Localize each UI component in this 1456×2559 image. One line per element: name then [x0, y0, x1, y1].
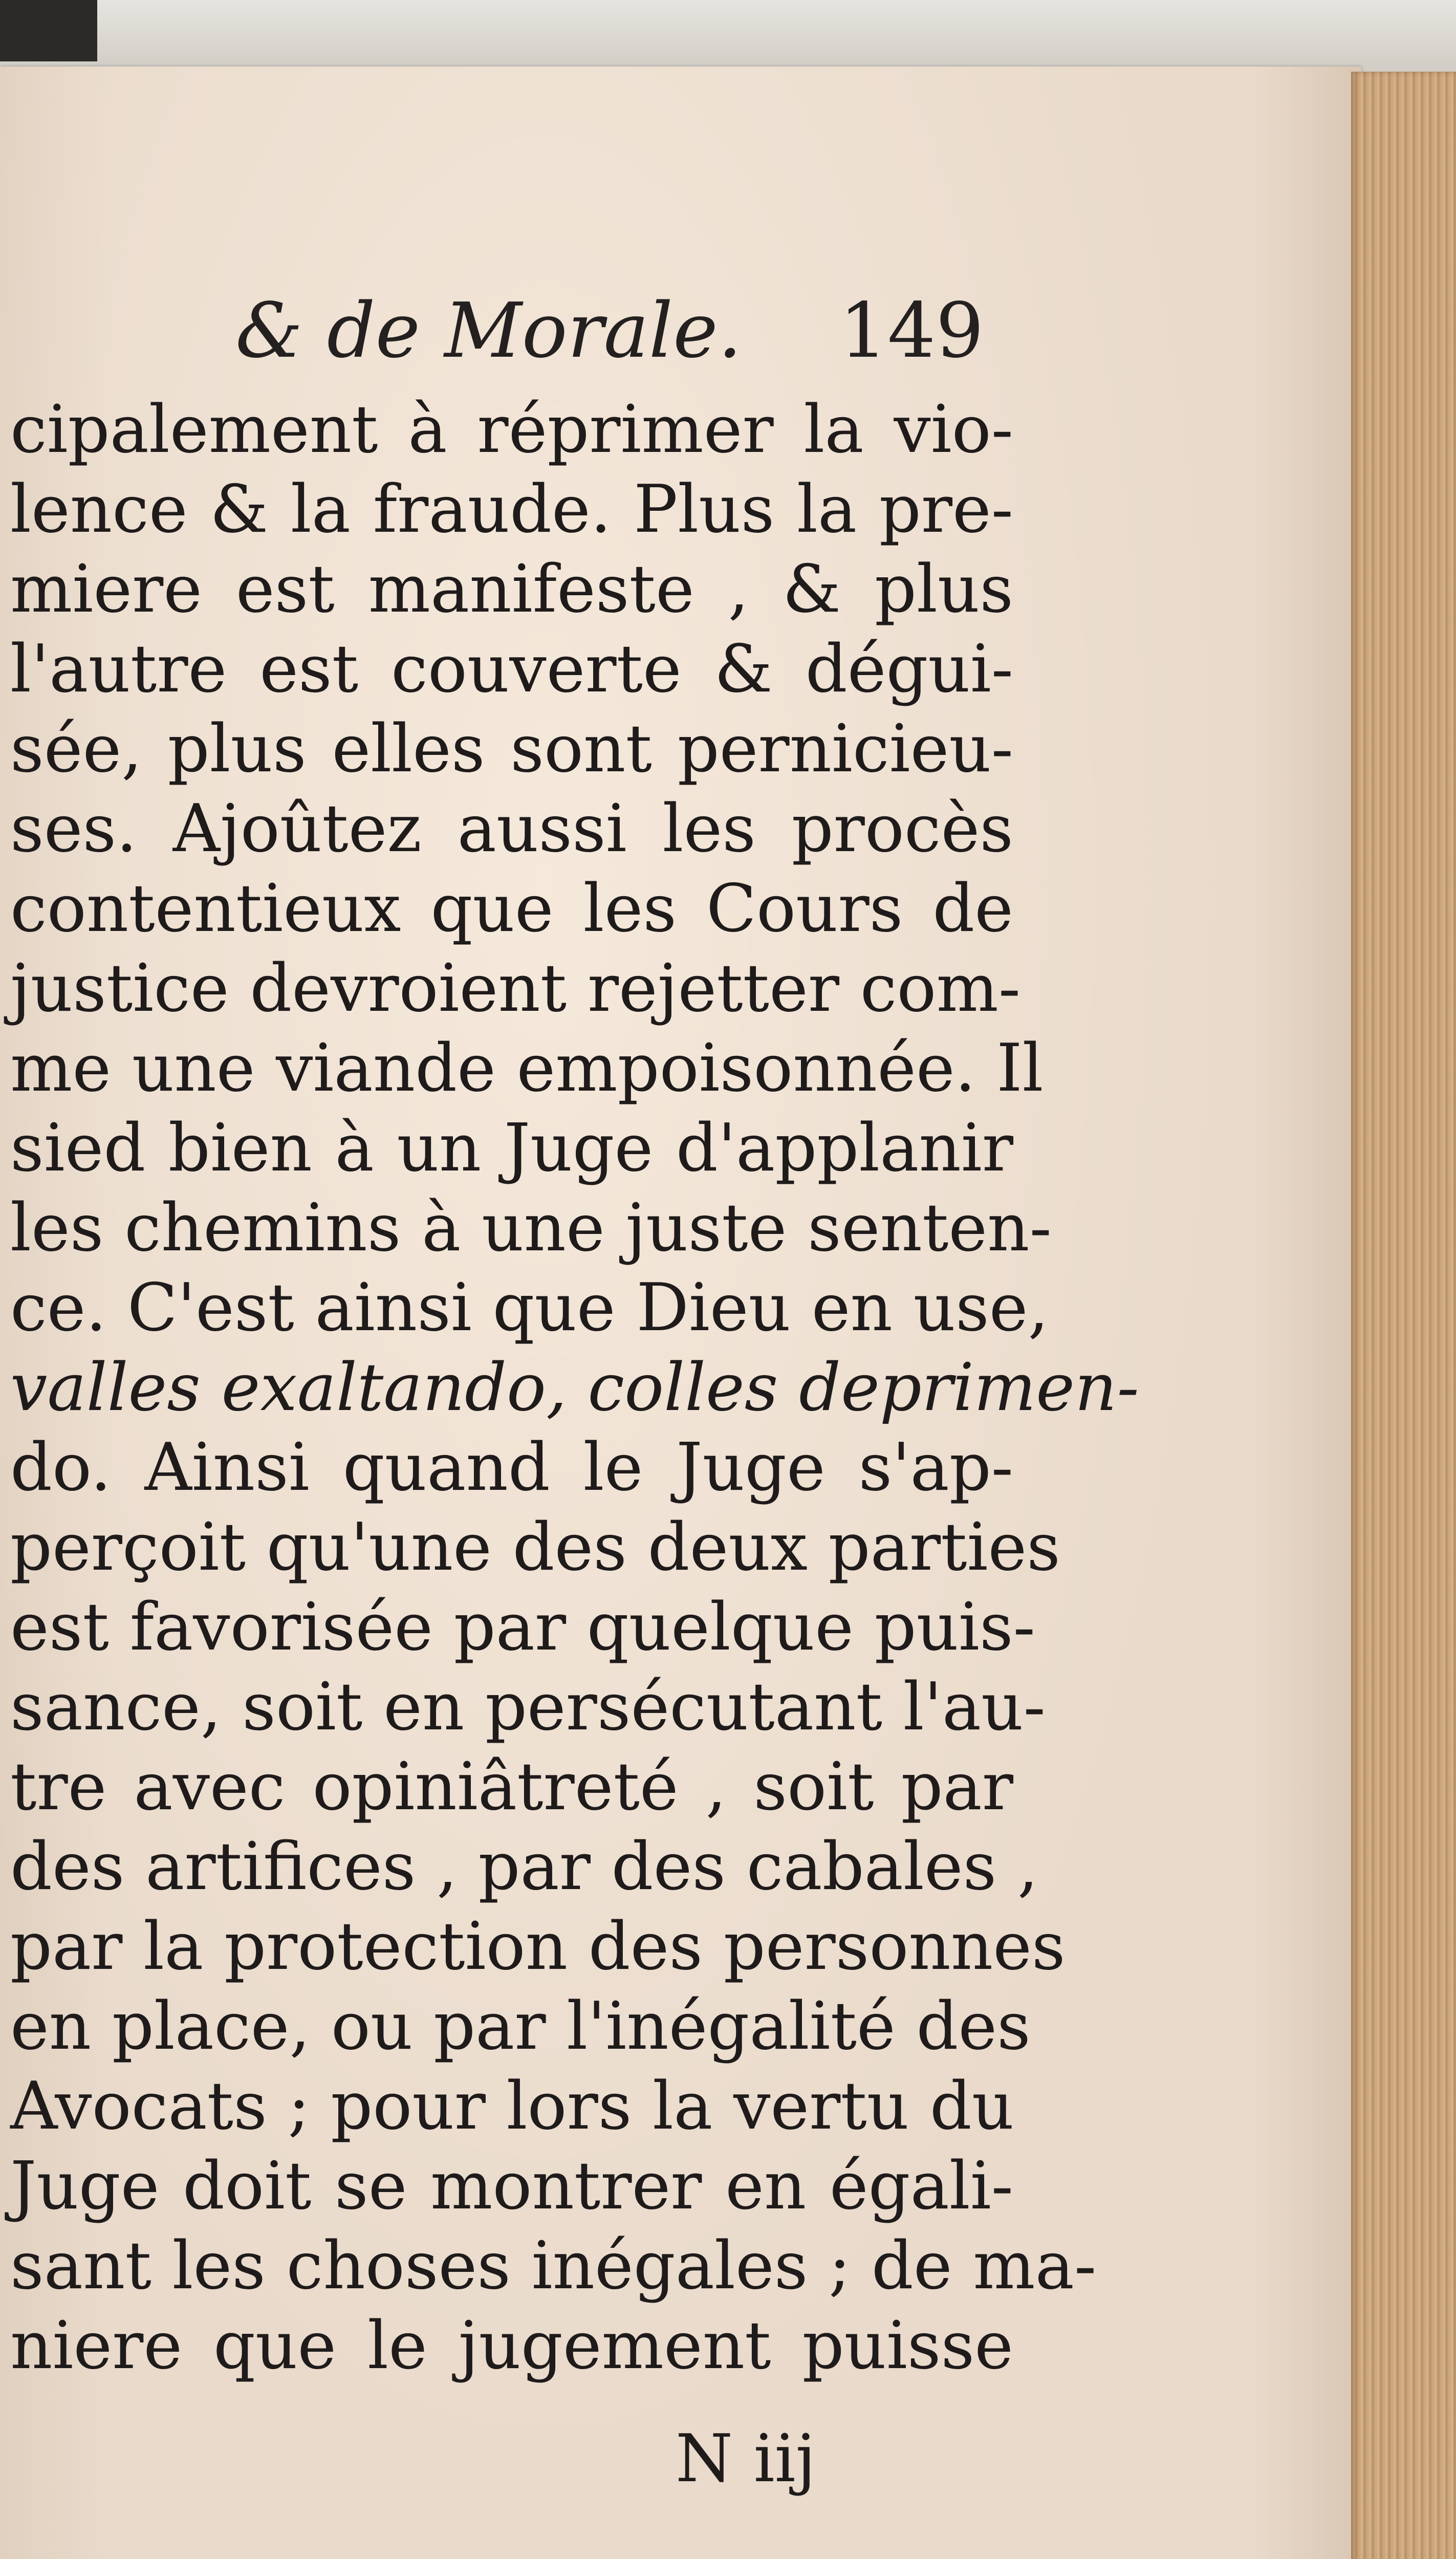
text-line: les chemins à une juste senten-	[10, 1190, 1052, 1266]
book-page	[0, 67, 1361, 2559]
text-line: contentieux que les Cours de	[10, 871, 1013, 947]
page-edges	[1351, 72, 1456, 2559]
book-binding-top	[0, 0, 97, 61]
text-line: cipalement à réprimer la vio-	[10, 392, 1013, 468]
text-line: ce. C'est ainsi que Dieu en use,	[10, 1270, 1049, 1346]
text-line: par la protection des personnes	[10, 1909, 1066, 1985]
running-title: & de Morale.	[235, 287, 742, 375]
scan-background-top	[0, 0, 1456, 77]
text-line: sied bien à un Juge d'applanir	[10, 1110, 1013, 1186]
text-line: en place, ou par l'inégalité des	[10, 1988, 1031, 2065]
text-line: sée, plus elles sont pernicieu-	[10, 711, 1013, 787]
text-line: me une viande empoisonnée. Il	[10, 1030, 1044, 1107]
text-line: tre avec opiniâtreté , soit par	[10, 1749, 1013, 1825]
page-number: 149	[839, 287, 984, 375]
text-line: miere est manifeste , & plus	[10, 551, 1013, 627]
text-line: do. Ainsi quand le Juge s'ap-	[10, 1429, 1013, 1506]
text-line: est favorisée par quelque puis-	[10, 1589, 1035, 1665]
text-line: justice devroient rejetter com-	[10, 950, 1021, 1027]
text-line: ses. Ajoûtez aussi les procès	[10, 791, 1013, 867]
text-line: des artifices , par des cabales ,	[10, 1829, 1038, 1905]
text-line: Avocats ; pour lors la vertu du	[10, 2068, 1014, 2144]
text-line: sant les choses inégales ; de ma-	[10, 2228, 1097, 2304]
signature-mark: N iij	[676, 2421, 816, 2497]
text-line: l'autre est couverte & dégui-	[10, 631, 1013, 707]
page-header	[0, 287, 1024, 389]
text-line-latin: valles exaltando, colles deprimen-	[10, 1350, 1139, 1426]
text-line: Juge doit se montrer en égali-	[10, 2148, 1013, 2224]
text-line: lence & la fraude. Plus la pre-	[10, 471, 1013, 548]
text-line: perçoit qu'une des deux parties	[10, 1509, 1060, 1586]
text-line: niere que le jugement puisse	[10, 2308, 1013, 2384]
text-line: sance, soit en persécutant l'au-	[10, 1669, 1046, 1745]
